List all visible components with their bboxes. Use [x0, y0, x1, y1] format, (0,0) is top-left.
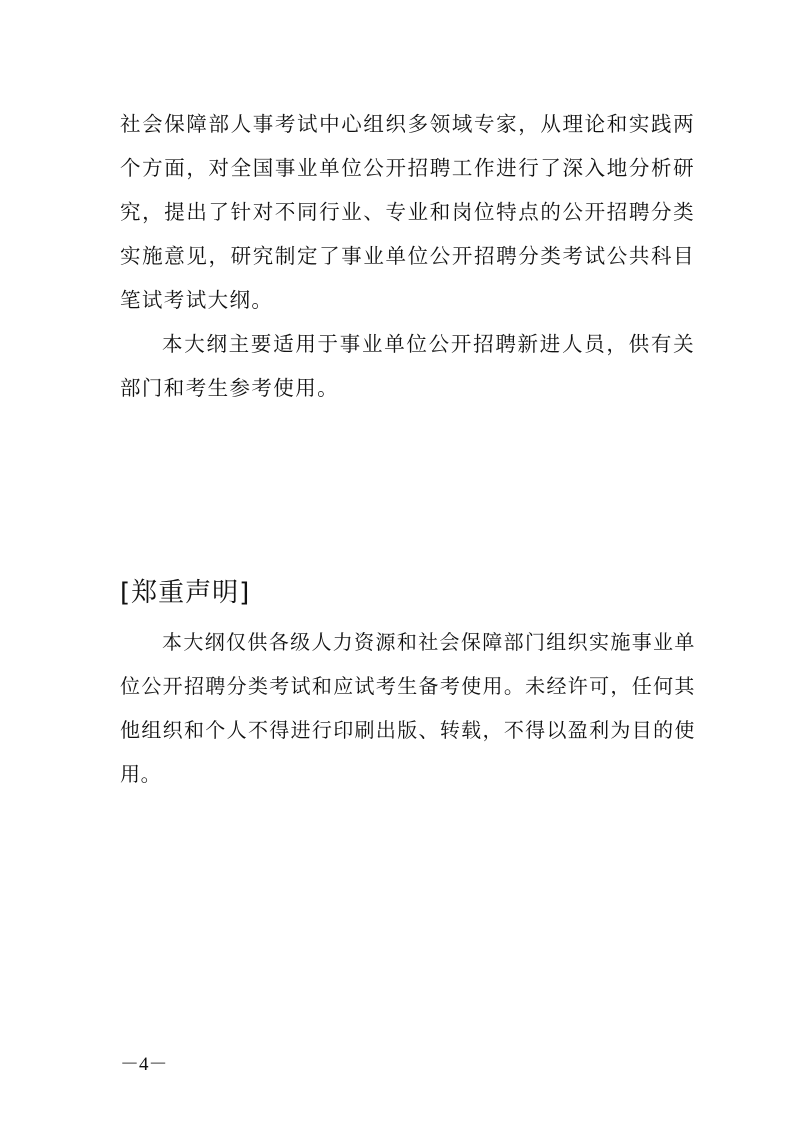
statement-text: 本大纲仅供各级人力资源和社会保障部门组织实施事业单位公开招聘分类考试和应试考生备考使用。未经许可，任何其他组织和个人不得进行印刷出版、转载，不得以盈利为目的使用。: [120, 630, 695, 786]
body-paragraph-2: 本大纲主要适用于事业单位公开招聘新进人员，供有关部门和考生参考使用。: [120, 332, 695, 400]
page-number: －4－: [120, 1054, 168, 1075]
body-paragraph-1: 社会保障部人事考试中心组织多领域专家，从理论和实践两个方面，对全国事业单位公开招聘工作进行了深入地分析研究，提出了针对不同行业、专业和岗位特点的公开招聘分类实施意见，研究制定了事业单位公开招聘分类考试公共科目笔试考试大纲。: [120, 112, 695, 312]
statement-heading: [郑重声明]: [120, 578, 251, 608]
